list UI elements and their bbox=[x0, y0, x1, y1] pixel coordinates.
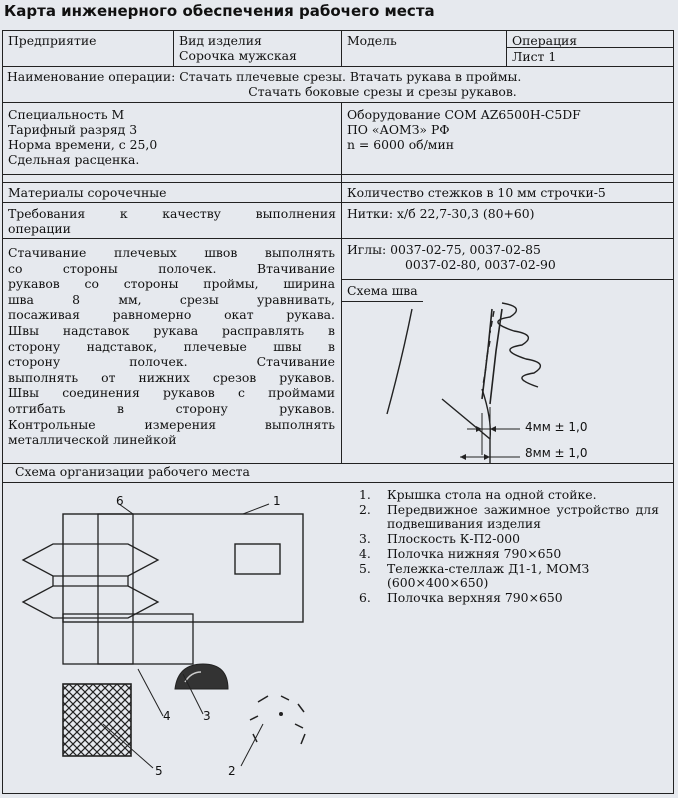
operation-name-line2: Стачать боковые срезы и срезы рукавов. bbox=[248, 84, 517, 99]
workplace-label: Схема организации рабочего места bbox=[15, 464, 250, 479]
instruction-line: выполнять от нижних срезов рукавов. bbox=[8, 369, 335, 385]
needles-and-seam bbox=[341, 239, 673, 463]
workplace-diagram bbox=[13, 484, 363, 794]
callout-5: 5 bbox=[155, 764, 163, 778]
requirements-row bbox=[3, 203, 673, 239]
workplace-legend bbox=[359, 488, 659, 606]
instruction-line: сторону надставок, плечевые швы в bbox=[8, 338, 335, 354]
engineering-card bbox=[2, 30, 674, 794]
header-row bbox=[3, 31, 673, 67]
operation-name-row bbox=[3, 67, 673, 103]
operation-cell bbox=[506, 31, 673, 66]
seam-diagram bbox=[342, 239, 672, 464]
materials-row bbox=[3, 183, 673, 203]
requirements-label-line2: операции bbox=[8, 221, 71, 236]
legend-num: 2. bbox=[359, 502, 371, 517]
threads: Нитки: х/б 22,7-30,3 (80+60) bbox=[341, 203, 673, 238]
legend-num: 5. bbox=[359, 561, 371, 576]
seam-dim-8: 8мм ± 1,0 bbox=[525, 446, 588, 460]
model-label: Модель bbox=[341, 31, 506, 66]
operation-name-line1: Наименование операции: Стачать плечевые срезы. Втачать рукава в проймы. bbox=[7, 69, 522, 84]
workplace-section bbox=[3, 464, 673, 793]
tariff: Тарифный разряд 3 bbox=[8, 122, 138, 137]
product-value: Сорочка мужская bbox=[179, 48, 297, 63]
legend-text: Крышка стола на одной стойке. bbox=[387, 487, 597, 502]
operation-label: Операция bbox=[507, 31, 673, 48]
legend-item bbox=[359, 488, 659, 502]
instruction-line: Стачивание плечевых швов выполнять bbox=[8, 245, 335, 260]
instruction-line: со стороны полочек. Втачивание bbox=[8, 260, 335, 276]
legend-num: 1. bbox=[359, 487, 371, 502]
stitch-count: Количество стежков в 10 мм строчки-5 bbox=[341, 183, 673, 202]
callout-4: 4 bbox=[163, 709, 171, 723]
product-cell bbox=[173, 31, 341, 66]
instruction-line: Контрольные измерения выполнять bbox=[8, 416, 335, 432]
specs-right bbox=[341, 103, 673, 174]
legend-text: Тележка-стеллаж Д1-1, МОМЗ (600×400×650) bbox=[387, 561, 590, 590]
equipment: Оборудование COM AZ6500H-C5DF bbox=[347, 107, 581, 122]
callout-1: 1 bbox=[273, 494, 281, 508]
requirements-label-line1: Требования к качеству выполнения bbox=[8, 206, 336, 221]
speed: n = 6000 об/мин bbox=[347, 137, 454, 152]
instruction-line: Швы надставок рукава расправлять в bbox=[8, 322, 335, 338]
materials-label: Материалы сорочечные bbox=[8, 185, 167, 200]
specs-row bbox=[3, 103, 673, 175]
legend-item bbox=[359, 547, 659, 561]
legend-num: 6. bbox=[359, 590, 371, 605]
legend-text: Полочка верхняя 790×650 bbox=[387, 590, 563, 605]
sheet-label: Лист 1 bbox=[512, 49, 557, 64]
manufacturer: ПО «АОМЗ» РФ bbox=[347, 122, 450, 137]
specs-left bbox=[3, 103, 341, 174]
callout-2: 2 bbox=[228, 764, 236, 778]
spacer-cell bbox=[341, 175, 673, 182]
instruction-line: рукавов со стороны проймы, ширина bbox=[8, 276, 335, 292]
instruction-line: посаживая равномерно окат рукава. bbox=[8, 307, 335, 323]
legend-item bbox=[359, 591, 659, 605]
specialty: Специальность М bbox=[8, 107, 125, 122]
needles-line1: Иглы: 0037-02-75, 0037-02-85 bbox=[347, 242, 541, 257]
requirements-label bbox=[3, 203, 341, 238]
legend-text: Плоскость К-П2-000 bbox=[387, 531, 521, 546]
needles-line2: 0037-02-80, 0037-02-90 bbox=[405, 257, 556, 272]
instruction-line: шва 8 мм, срезы уравнивать, bbox=[8, 291, 335, 307]
legend-num: 3. bbox=[359, 531, 371, 546]
time-norm: Норма времени, с 25,0 bbox=[8, 137, 158, 152]
instruction-line: металлической линейкой bbox=[8, 432, 177, 448]
legend-text: Полочка нижняя 790×650 bbox=[387, 546, 562, 561]
operation-name bbox=[3, 67, 673, 102]
legend-num: 4. bbox=[359, 546, 371, 561]
instruction-line: отгибать в сторону рукавов. bbox=[8, 400, 335, 416]
callout-6: 6 bbox=[116, 494, 124, 508]
legend-text: Передвижное зажимное устройство для подвешивания изделия bbox=[387, 502, 659, 531]
product-label: Вид изделия bbox=[179, 33, 262, 48]
callout-3: 3 bbox=[203, 709, 211, 723]
instructions-text bbox=[3, 239, 341, 463]
spacer-row bbox=[3, 175, 673, 183]
instruction-line: Швы соединения рукавов с проймами bbox=[8, 385, 335, 401]
legend-item bbox=[359, 562, 659, 590]
enterprise-label: Предприятие bbox=[8, 33, 97, 48]
document-title: Карта инженерного обеспечения рабочего места bbox=[4, 2, 435, 20]
instruction-line: сторону полочек. Стачивание bbox=[8, 354, 335, 370]
workplace-divider bbox=[3, 482, 673, 483]
legend-item bbox=[359, 532, 659, 546]
instructions-row bbox=[3, 239, 673, 464]
piece-rate: Сдельная расценка. bbox=[8, 152, 140, 167]
seam-scheme-label: Схема шва bbox=[347, 283, 418, 298]
legend-item bbox=[359, 503, 659, 531]
seam-dim-4: 4мм ± 1,0 bbox=[525, 420, 588, 434]
